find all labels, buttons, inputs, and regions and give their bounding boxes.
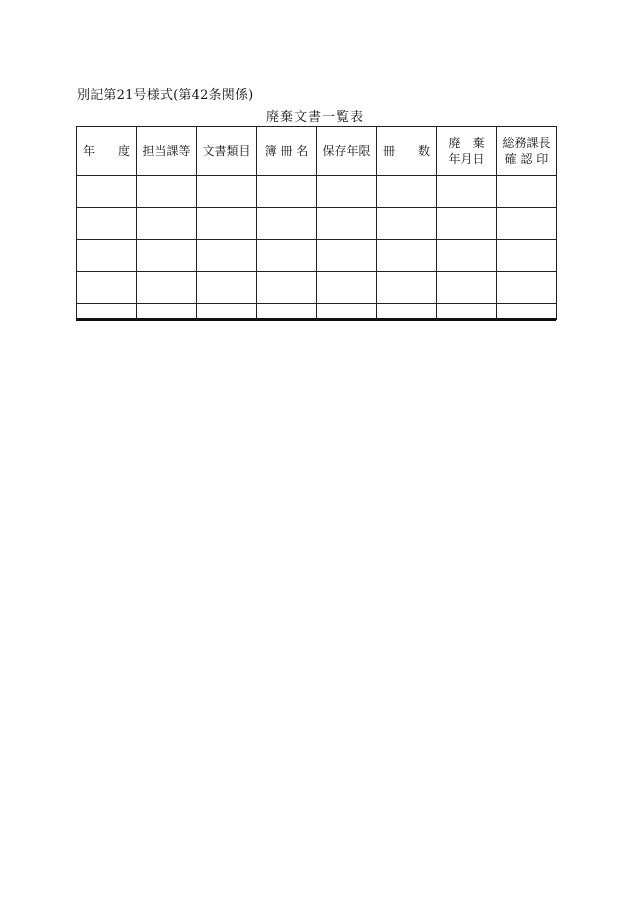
table-cell xyxy=(317,208,377,240)
table-cell xyxy=(77,240,137,272)
table-row xyxy=(77,240,557,272)
table-cell xyxy=(197,240,257,272)
table-body xyxy=(77,176,557,320)
table-cell xyxy=(197,176,257,208)
table-cell xyxy=(137,208,197,240)
table-cell xyxy=(437,240,497,272)
table-cell xyxy=(257,272,317,304)
header-fiscal-year-char2: 度 xyxy=(117,144,130,158)
table-cell xyxy=(437,176,497,208)
table-row xyxy=(77,208,557,240)
table-cell xyxy=(257,176,317,208)
header-department: 担当課等 xyxy=(137,127,197,176)
disposal-document-table xyxy=(76,126,557,320)
table-cell xyxy=(257,208,317,240)
table-cell xyxy=(77,272,137,304)
table-cell xyxy=(137,176,197,208)
header-disposal-date: 廃 棄 年月日 xyxy=(437,127,497,176)
header-volume-count-char2: 数 xyxy=(417,144,430,158)
table-cell xyxy=(317,240,377,272)
header-volume-count xyxy=(377,127,437,176)
header-volume-count-char1: 冊 xyxy=(383,144,396,158)
document-title: 廃棄文書一覧表 xyxy=(265,110,364,125)
header-fiscal-year xyxy=(77,127,137,176)
table-cell xyxy=(77,176,137,208)
header-document-category: 文書類目 xyxy=(197,127,257,176)
table-cell xyxy=(197,208,257,240)
table-cell xyxy=(197,272,257,304)
table-cell xyxy=(377,240,437,272)
table-cell xyxy=(257,240,317,272)
header-ledger-name: 簿 冊 名 xyxy=(257,127,317,176)
table-bottom-rule xyxy=(76,318,556,321)
table-cell xyxy=(77,208,137,240)
table-cell xyxy=(137,240,197,272)
form-number-label: 別記第21号様式(第42条関係) xyxy=(77,88,254,103)
table-cell xyxy=(497,240,557,272)
table-cell xyxy=(377,176,437,208)
table-cell xyxy=(497,208,557,240)
table-cell xyxy=(497,176,557,208)
table-cell xyxy=(437,208,497,240)
table-row xyxy=(77,176,557,208)
header-retention-period: 保存年限 xyxy=(317,127,377,176)
header-fiscal-year-char1: 年 xyxy=(83,144,96,158)
table-cell xyxy=(377,208,437,240)
table-cell xyxy=(497,272,557,304)
table-cell xyxy=(437,272,497,304)
table-cell xyxy=(137,272,197,304)
header-general-affairs-approval: 総務課長 確 認 印 xyxy=(497,127,557,176)
table-cell xyxy=(317,176,377,208)
table-cell xyxy=(377,272,437,304)
table-header-row xyxy=(77,127,557,176)
table-cell xyxy=(317,272,377,304)
table-row xyxy=(77,272,557,304)
